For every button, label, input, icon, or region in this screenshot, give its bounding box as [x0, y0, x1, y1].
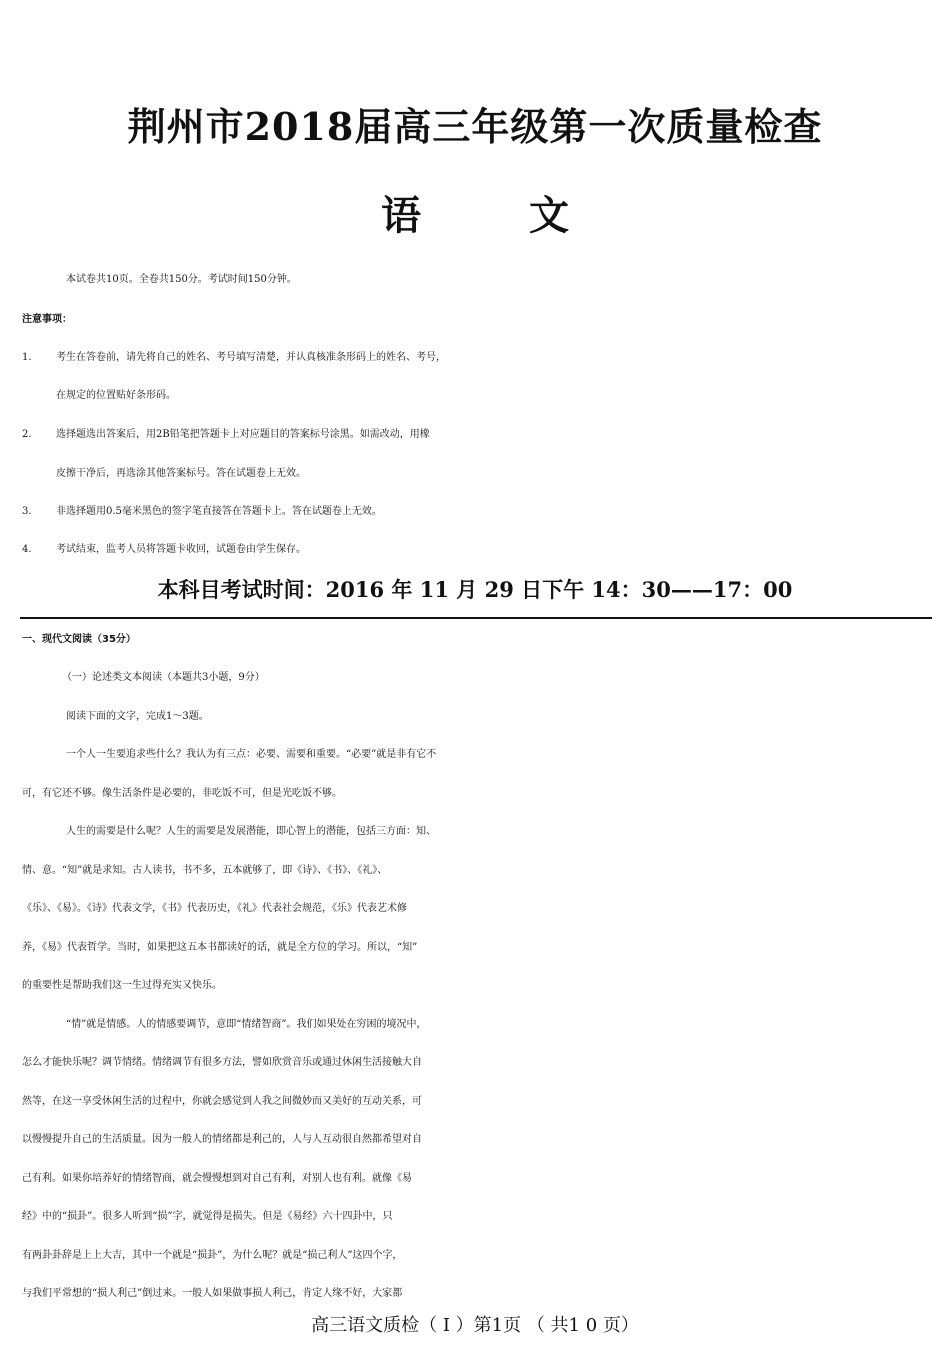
notice-item-text: 选择题选出答案后，用2B铅笔把答题卡上对应题目的答案标号涂黑。如需改动，用橡 [56, 429, 430, 440]
notice-item-2 [0, 416, 950, 454]
subject-char-left: 语 [381, 192, 421, 239]
passage-line: 《乐》、《易》。《诗》代表文学，《书》代表历史，《礼》代表社会规范，《乐》代表艺术修 [22, 903, 407, 914]
passage-line: 经》中的“损卦”。很多人听到“损”字，就觉得是损失。但是《易经》六十四卦中，只 [22, 1211, 393, 1222]
passage-line: 然等，在这一享受休闲生活的过程中，你就会感觉到人我之间微妙而又美好的互动关系，可 [22, 1096, 422, 1107]
notice-item-text: 考试结束，监考人员将答题卡收回，试题卷由学生保存。 [56, 544, 306, 555]
passage-line: 可，有它还不够。像生活条件是必要的，非吃饭不可，但是光吃饭不够。 [22, 788, 342, 799]
passage-line: 一个人一生要追求些什么？我认为有三点：必要、需要和重要。“必要”就是非有它不 [66, 749, 437, 760]
intro-text: 本试卷共10页。全卷共150分。考试时间150分钟。 [66, 274, 297, 285]
section-sub-heading: （一）论述类文本阅读（本题共3小题，9分） [62, 672, 265, 683]
passage-line: 己有利。如果你培养好的情绪智商，就会慢慢想到对自己有利，对别人也有利。就像《易 [22, 1173, 412, 1184]
passage-line: 人生的需要是什么呢？人生的需要是发展潜能，即心智上的潜能，包括三方面：知、 [66, 826, 436, 837]
section-instruction: 阅读下面的文字，完成1～3题。 [66, 711, 209, 722]
notice-item-text: 非选择题用0.5毫米黑色的签字笔直接答在答题卡上。答在试题卷上无效。 [56, 506, 382, 517]
section-heading: 一、现代文阅读（35分） [22, 634, 136, 645]
notice-item-2-continued: 皮擦干净后，再选涂其他答案标号。答在试题卷上无效。 [56, 468, 306, 479]
notice-item-1-continued: 在规定的位置贴好条形码。 [56, 390, 176, 401]
notice-item-number: 4. [22, 544, 32, 555]
notice-item-1 [0, 339, 950, 377]
passage-line: 情、意。“知”就是求知。古人读书，书不多，五本就够了，即《诗》、《书》、《礼》、 [22, 865, 388, 876]
notice-item-number: 1. [22, 352, 32, 363]
passage-line: 的重要性是帮助我们这一生过得充实又快乐。 [22, 980, 222, 991]
passage-line: 与我们平常想的“损人利己”倒过来。一般人如果做事损人利己，肯定人缘不好，大家都 [22, 1288, 403, 1299]
notice-item-number: 3. [22, 506, 32, 517]
notice-heading: 注意事项： [22, 314, 72, 325]
notice-item-number: 2. [22, 429, 32, 440]
passage-line: 养，《易》代表哲学。当时，如果把这五本书都读好的话，就是全方位的学习。所以，“知” [22, 942, 418, 953]
page-footer: 高三语文质检（ Ⅰ ）第1页 （ 共1 0 页） [311, 1315, 639, 1336]
exam-time: 本科目考试时间：2016 年 11 月 29 日下午 14：30——17：00 [157, 577, 793, 602]
passage-line: 有两卦卦辞是上上大吉，其中一个就是“损卦”，为什么呢？就是“损己利人”这四个字， [22, 1250, 403, 1261]
notice-item-text: 考生在答卷前，请先将自己的姓名、考号填写清楚，并认真核准条形码上的姓名、考号， [56, 352, 446, 363]
passage-line: 以慢慢提升自己的生活质量。因为一般人的情绪都是利己的，人与人互动很自然都希望对自 [22, 1134, 422, 1145]
divider-line [20, 617, 932, 619]
passage-line: 怎么才能快乐呢？调节情绪。情绪调节有很多方法，譬如欣赏音乐或通过休闲生活接触大自 [22, 1057, 422, 1068]
subject-char-right: 文 [529, 192, 569, 239]
notice-item-4 [0, 531, 950, 569]
passage-line: “情”就是情感。人的情感要调节，意即“情绪智商”。我们如果处在穷困的境况中， [66, 1019, 427, 1030]
notice-item-3 [0, 493, 950, 531]
exam-title: 荆州市2018届高三年级第一次质量检查 [127, 104, 823, 149]
subject-title [0, 184, 950, 241]
